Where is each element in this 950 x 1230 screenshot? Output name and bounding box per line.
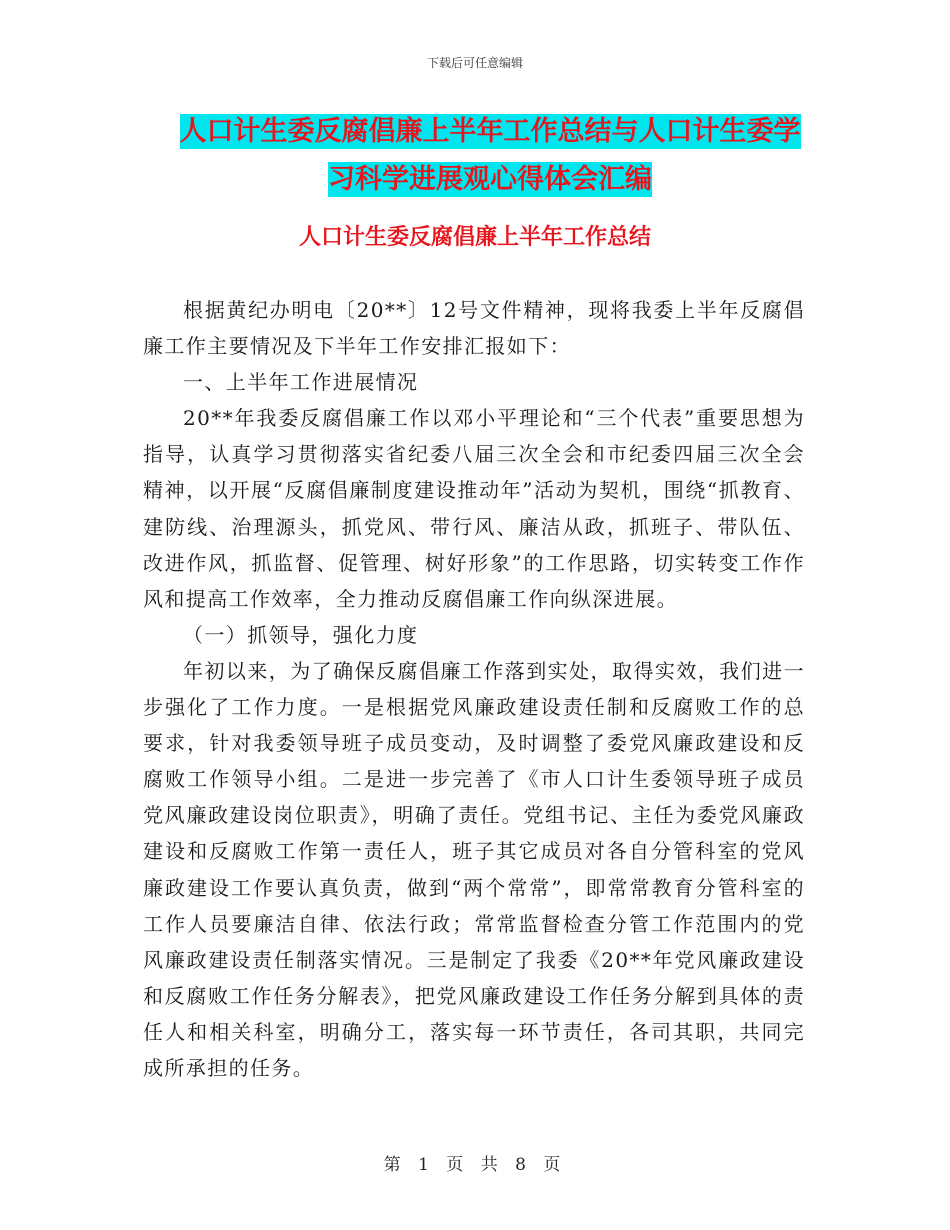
document-body [143, 292, 805, 1086]
section-title: 人口计生委反腐倡廉上半年工作总结 [298, 225, 651, 250]
heading-progress: 一、上半年工作进展情况 [183, 370, 419, 395]
header-note: 下载后可任意编辑 [426, 56, 523, 70]
paragraph-intro: 根据黄纪办明电〔20**〕12号文件精神，现将我委上半年反腐倡廉工作主要情况及下半年工作安排汇报如下： [143, 298, 805, 359]
title-line-2: 习科学进展观心得体会汇编 [328, 164, 652, 195]
page-footer: 第 1 页 共 8 页 [383, 1155, 567, 1175]
paragraph-overview: 20**年我委反腐倡廉工作以邓小平理论和“三个代表”重要思想为指导，认真学习贯彻落实省纪委八届三次全会和市纪委四届三次全会精神，以开展“反腐倡廉制度建设推动年”活动为契机，围绕“抓教育、建防线、治理源头，抓党风、带行风、廉洁从政，抓班子、带队伍、改进作风，抓监督、促管理、树好形象”的工作思路，切实转变工作作风和提高工作效率，全力推动反腐倡廉工作向纵深进展。 [143, 406, 805, 611]
subheading-leadership: （一）抓领导，强化力度 [183, 622, 419, 647]
paragraph-leadership: 年初以来，为了确保反腐倡廉工作落到实处，取得实效，我们进一步强化了工作力度。一是根据党风廉政建设责任制和反腐败工作的总要求，针对我委领导班子成员变动，及时调整了委党风廉政建设和反腐败工作领导小组。二是进一步完善了《市人口计生委领导班子成员党风廉政建设岗位职责》，明确了责任。党组书记、主任为委党风廉政建设和反腐败工作第一责任人，班子其它成员对各自分管科室的党风廉政建设工作要认真负责，做到“两个常常”，即常常教育分管科室的工作人员要廉洁自律、依法行政；常常监督检查分管工作范围内的党风廉政建设责任制落实情况。三是制定了我委《20**年党风廉政建设和反腐败工作任务分解表》，把党风廉政建设工作任务分解到具体的责任人和相关科室，明确分工，落实每一环节责任，各司其职，共同完成所承担的任务。 [143, 658, 805, 1080]
document-title [150, 108, 830, 204]
title-line-1: 人口计生委反腐倡廉上半年工作总结与人口计生委学 [179, 116, 801, 147]
